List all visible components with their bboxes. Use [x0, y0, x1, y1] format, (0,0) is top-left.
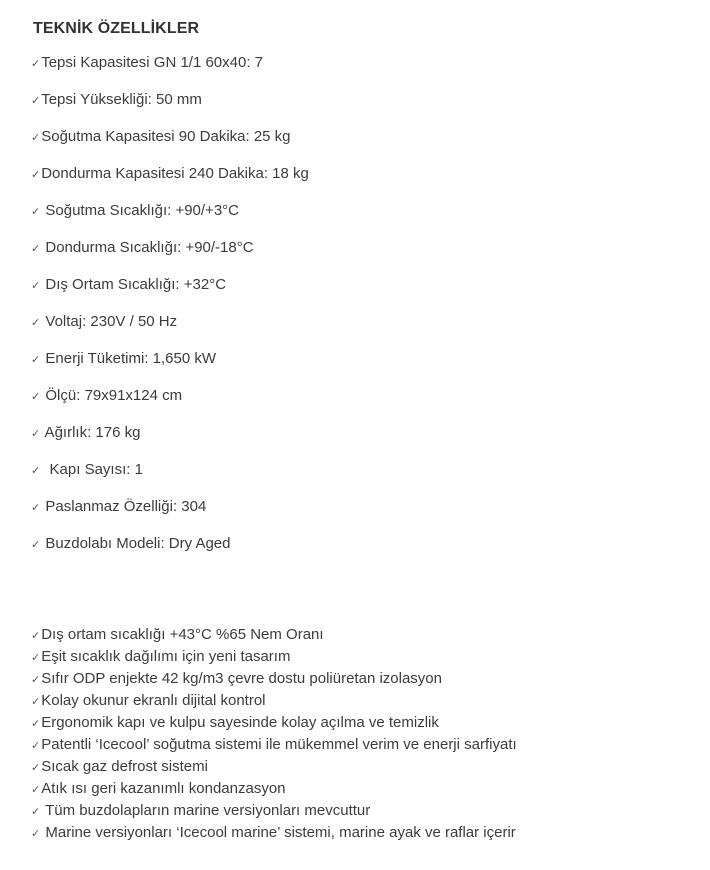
check-icon: ✓ — [31, 827, 41, 840]
check-icon: ✓ — [31, 168, 41, 181]
spec-text: Kapı Sayısı: 1 — [41, 461, 143, 478]
feature-text: Dış ortam sıcaklığı +43°C %65 Nem Oranı — [41, 626, 324, 643]
check-icon: ✓ — [31, 390, 41, 403]
spec-item — [31, 238, 309, 275]
spec-text: Tepsi Kapasitesi GN 1/1 60x40: 7 — [41, 54, 264, 71]
check-icon: ✓ — [31, 316, 41, 329]
check-icon: ✓ — [31, 805, 41, 818]
feature-text: Kolay okunur ekranlı dijital kontrol — [41, 692, 266, 709]
spec-text: Tepsi Yüksekliği: 50 mm — [41, 91, 202, 108]
check-icon: ✓ — [31, 279, 41, 292]
check-icon: ✓ — [31, 695, 41, 708]
spec-text: Soğutma Sıcaklığı: +90/+3°C — [41, 202, 239, 219]
check-icon: ✓ — [31, 501, 41, 514]
check-icon: ✓ — [31, 717, 41, 730]
spec-text: Voltaj: 230V / 50 Hz — [41, 313, 178, 330]
check-icon: ✓ — [31, 538, 41, 551]
spec-item — [31, 386, 309, 423]
spec-text: Buzdolabı Modeli: Dry Aged — [41, 535, 231, 552]
check-icon: ✓ — [31, 131, 41, 144]
spec-text: Ağırlık: 176 kg — [41, 424, 141, 441]
section-heading: TEKNİK ÖZELLİKLER — [33, 20, 200, 37]
check-icon: ✓ — [31, 94, 41, 107]
check-icon: ✓ — [31, 761, 41, 774]
spec-text: Dondurma Sıcaklığı: +90/-18°C — [41, 239, 254, 256]
check-icon: ✓ — [31, 57, 41, 70]
spec-item — [31, 349, 309, 386]
spec-item — [31, 127, 309, 164]
check-icon: ✓ — [31, 242, 41, 255]
spec-item — [31, 164, 309, 201]
feature-item — [31, 779, 517, 801]
spec-text: Ölçü: 79x91x124 cm — [41, 387, 183, 404]
feature-list — [31, 625, 517, 845]
feature-text: Sıcak gaz defrost sistemi — [41, 758, 208, 775]
spec-text: Paslanmaz Özelliği: 304 — [41, 498, 207, 515]
feature-item — [31, 625, 517, 647]
feature-text: Tüm buzdolapların marine versiyonları mevcuttur — [41, 802, 371, 819]
feature-text: Ergonomik kapı ve kulpu sayesinde kolay açılma ve temizlik — [41, 714, 439, 731]
check-icon: ✓ — [31, 673, 41, 686]
feature-text: Marine versiyonları ‘Icecool marine’ sistemi, marine ayak ve raflar içerir — [41, 824, 516, 841]
feature-item — [31, 647, 517, 669]
spec-item — [31, 312, 309, 349]
spec-text: Enerji Tüketimi: 1,650 kW — [41, 350, 217, 367]
check-icon: ✓ — [31, 629, 41, 642]
spec-item — [31, 275, 309, 312]
spec-item — [31, 497, 309, 534]
spec-text: Soğutma Kapasitesi 90 Dakika: 25 kg — [41, 128, 291, 145]
check-icon: ✓ — [31, 205, 41, 218]
spec-list — [31, 53, 309, 571]
check-icon: ✓ — [31, 427, 41, 440]
check-icon: ✓ — [31, 464, 41, 477]
feature-text: Atık ısı geri kazanımlı kondanzasyon — [41, 780, 286, 797]
feature-item — [31, 757, 517, 779]
feature-text: Patentli ‘Icecool’ soğutma sistemi ile mükemmel verim ve enerji sarfiyatı — [41, 736, 517, 753]
feature-item — [31, 823, 517, 845]
check-icon: ✓ — [31, 783, 41, 796]
feature-text: Eşit sıcaklık dağılımı için yeni tasarım — [41, 648, 291, 665]
spec-item — [31, 201, 309, 238]
check-icon: ✓ — [31, 353, 41, 366]
feature-item — [31, 801, 517, 823]
spec-item — [31, 90, 309, 127]
feature-item — [31, 713, 517, 735]
spec-item — [31, 423, 309, 460]
spec-text: Dondurma Kapasitesi 240 Dakika: 18 kg — [41, 165, 309, 182]
spec-text: Dış Ortam Sıcaklığı: +32°C — [41, 276, 227, 293]
feature-text: Sıfır ODP enjekte 42 kg/m3 çevre dostu poliüretan izolasyon — [41, 670, 442, 687]
feature-item — [31, 691, 517, 713]
feature-item — [31, 669, 517, 691]
spec-item — [31, 534, 309, 571]
spec-item — [31, 53, 309, 90]
feature-item — [31, 735, 517, 757]
spec-item — [31, 460, 309, 497]
check-icon: ✓ — [31, 651, 41, 664]
check-icon: ✓ — [31, 739, 41, 752]
